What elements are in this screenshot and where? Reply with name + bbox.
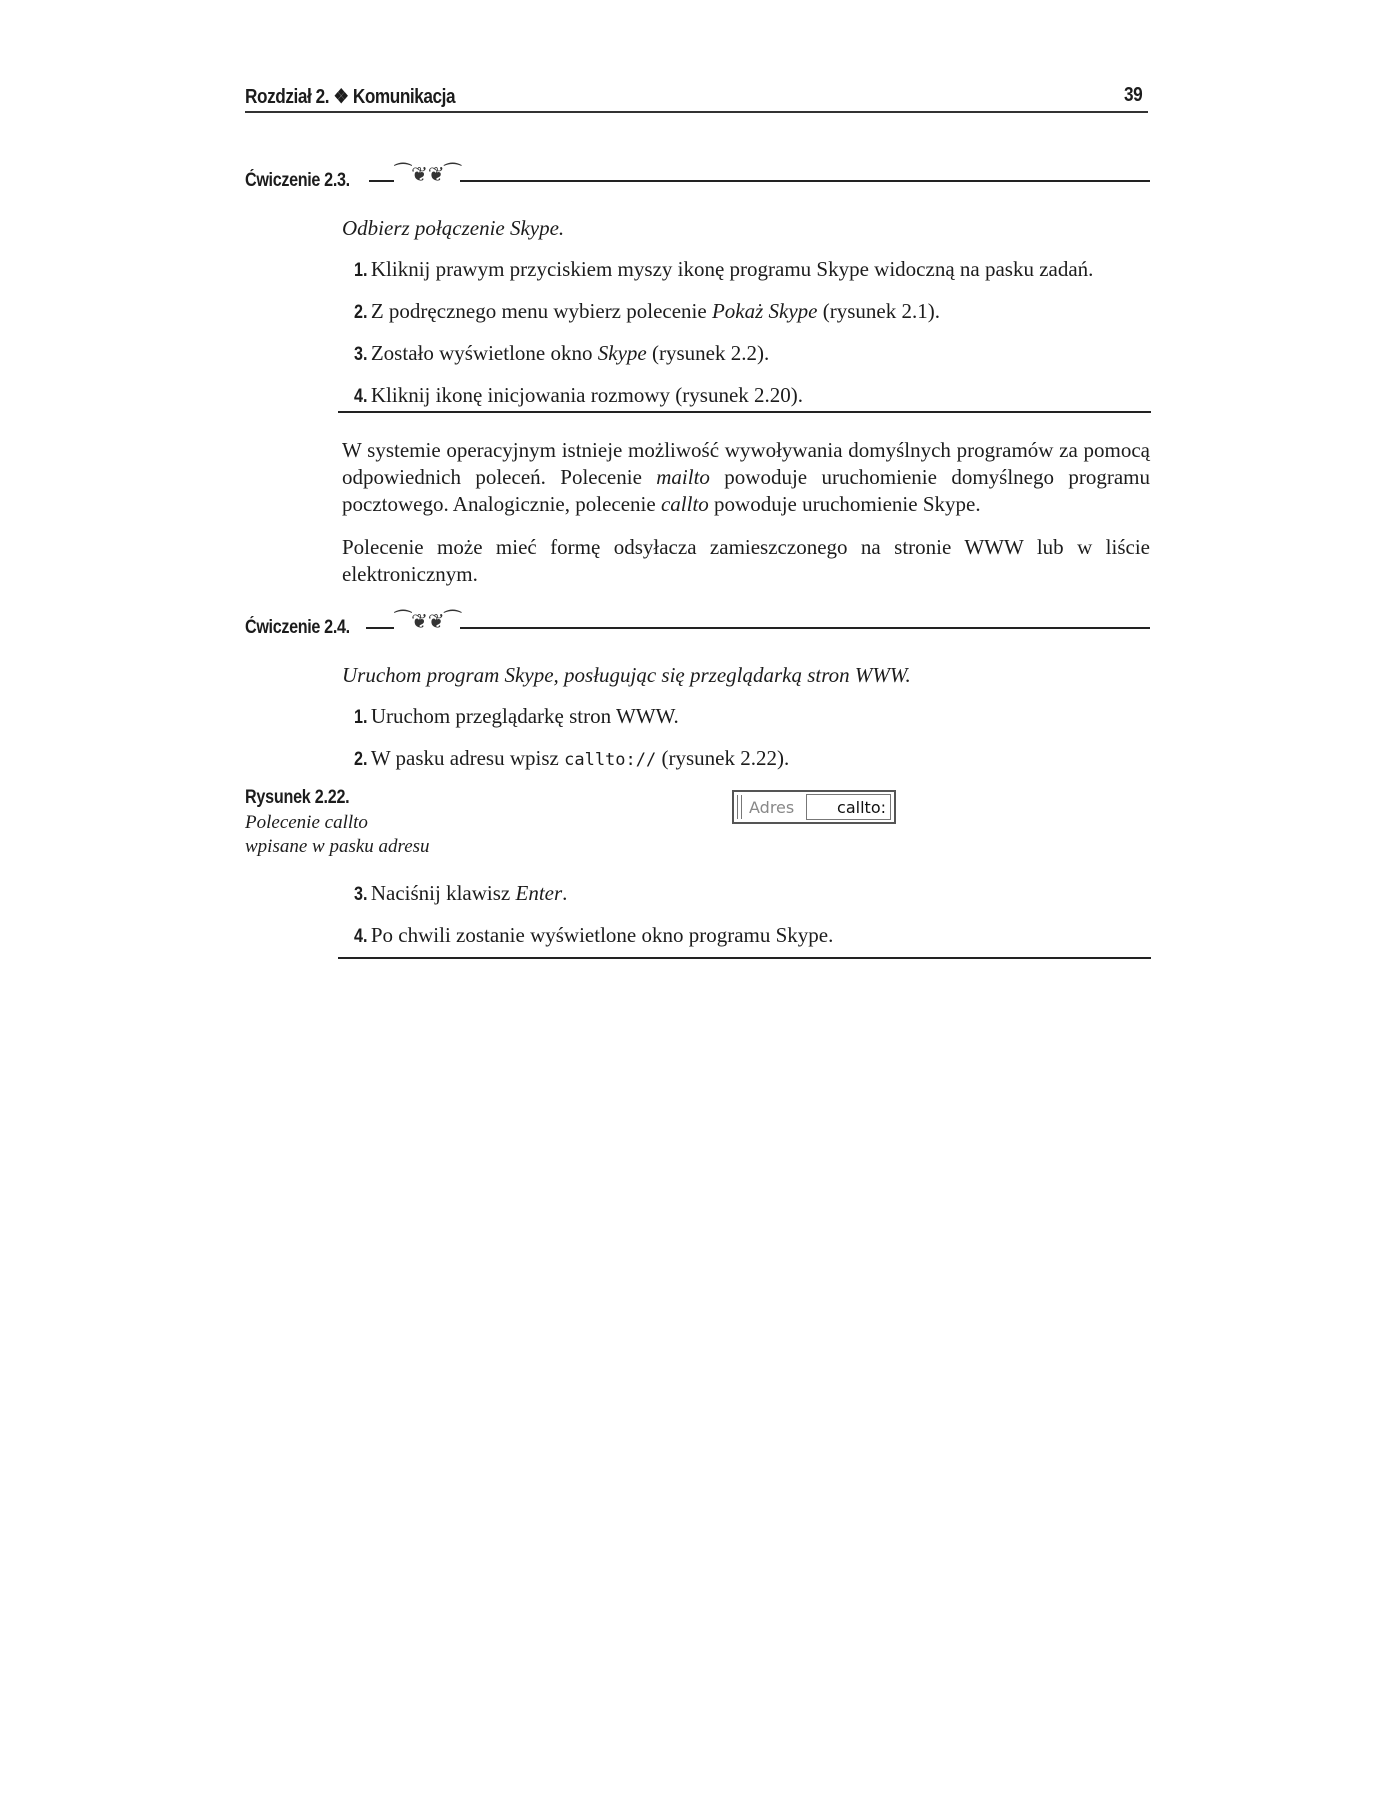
- body-paragraph-1: [342, 437, 1150, 518]
- step-number: 4.: [354, 926, 368, 947]
- text-run: Po chwili zostanie wyświetlone okno programu Skype.: [370, 923, 834, 947]
- text-run: Kliknij prawym przyciskiem myszy ikonę programu Skype widoczną na pasku zadań.: [370, 257, 1094, 281]
- text-run: .: [562, 881, 568, 905]
- step-item: [354, 745, 789, 773]
- text-run: Naciśnij klawisz: [370, 881, 516, 905]
- step-number: 1.: [354, 707, 368, 728]
- exercise-2-4-task: Uruchom program Skype, posługując się przeglądarką stron WWW.: [342, 663, 911, 687]
- text-run: Pokaż Skype: [711, 299, 818, 323]
- step-number: 4.: [354, 386, 368, 407]
- exercise-2-3-steps: [354, 256, 1093, 424]
- exercise-2-4-end-rule: [338, 957, 1151, 959]
- text-run: (rysunek 2.2).: [646, 341, 770, 365]
- exercise-rule-left: [369, 180, 394, 182]
- text-run: Zostało wyświetlone okno: [370, 341, 598, 365]
- address-input[interactable]: callto:: [806, 794, 891, 820]
- step-item: [354, 703, 789, 731]
- step-item: [354, 340, 1093, 368]
- step-number: 1.: [354, 260, 368, 281]
- text-run: callto://: [564, 750, 657, 770]
- text-run: Polecenie może mieć formę odsyłacza zamieszczonego na stronie WWW lub w liście elektronicznym.: [342, 535, 1150, 586]
- text-run: Z podręcznego menu wybierz polecenie: [370, 299, 712, 323]
- step-item: [354, 922, 833, 950]
- toolbar-grip: [737, 795, 742, 819]
- text-run: powoduje uruchomienie domyślnego programu pocztowego. Analogicznie, polecenie: [342, 465, 1150, 516]
- text-run: powoduje uruchomienie Skype.: [708, 492, 981, 516]
- exercise-rule-right: [460, 627, 1150, 629]
- chapter-header: Rozdział 2. ❖ Komunikacja: [245, 86, 456, 108]
- text-run: callto: [660, 492, 709, 516]
- step-number: 3.: [354, 884, 368, 905]
- text-run: mailto: [656, 465, 710, 489]
- text-run: Kliknij ikonę inicjowania rozmowy (rysunek 2.20).: [370, 383, 804, 407]
- step-item: [354, 382, 1093, 410]
- exercise-2-3-task: Odbierz połączenie Skype.: [342, 216, 565, 240]
- figure-caption-line-2: wpisane w pasku adresu: [245, 836, 430, 857]
- exercise-2-3-end-rule: [338, 411, 1151, 413]
- exercise-2-4-title: Ćwiczenie 2.4.: [245, 617, 350, 638]
- figure-title: Rysunek 2.22.: [245, 787, 350, 808]
- text-run: Skype: [597, 341, 647, 365]
- step-number: 2.: [354, 302, 368, 323]
- step-number: 3.: [354, 344, 368, 365]
- step-item: [354, 880, 833, 908]
- exercise-rule-left: [366, 627, 394, 629]
- text-run: (rysunek 2.1).: [817, 299, 940, 323]
- ornament-icon: ⁀❦❦⁀: [395, 611, 461, 633]
- body-paragraph-2: [342, 534, 1150, 588]
- text-run: W systemie operacyjnym istnieje możliwość wywoływania domyślnych programów za pomocą odpowiednich poleceń. Polecenie: [342, 438, 1150, 489]
- address-bar: [732, 790, 896, 824]
- page-number: 39: [1124, 84, 1143, 106]
- step-item: [354, 256, 1093, 284]
- text-run: (rysunek 2.22).: [656, 746, 790, 770]
- exercise-2-4-steps-continued: [354, 880, 833, 964]
- ornament-icon: ⁀❦❦⁀: [395, 164, 461, 186]
- exercise-2-4-steps: [354, 703, 789, 787]
- step-number: 2.: [354, 749, 368, 770]
- figure-caption-line-1: Polecenie callto: [245, 812, 368, 833]
- text-run: W pasku adresu wpisz: [370, 746, 565, 770]
- address-label: Adres: [749, 798, 795, 817]
- text-run: Uruchom przeglądarkę stron WWW.: [370, 704, 679, 728]
- text-run: Enter: [515, 881, 563, 905]
- exercise-2-3-title: Ćwiczenie 2.3.: [245, 170, 350, 191]
- step-item: [354, 298, 1093, 326]
- exercise-rule-right: [460, 180, 1150, 182]
- header-rule: [245, 111, 1148, 113]
